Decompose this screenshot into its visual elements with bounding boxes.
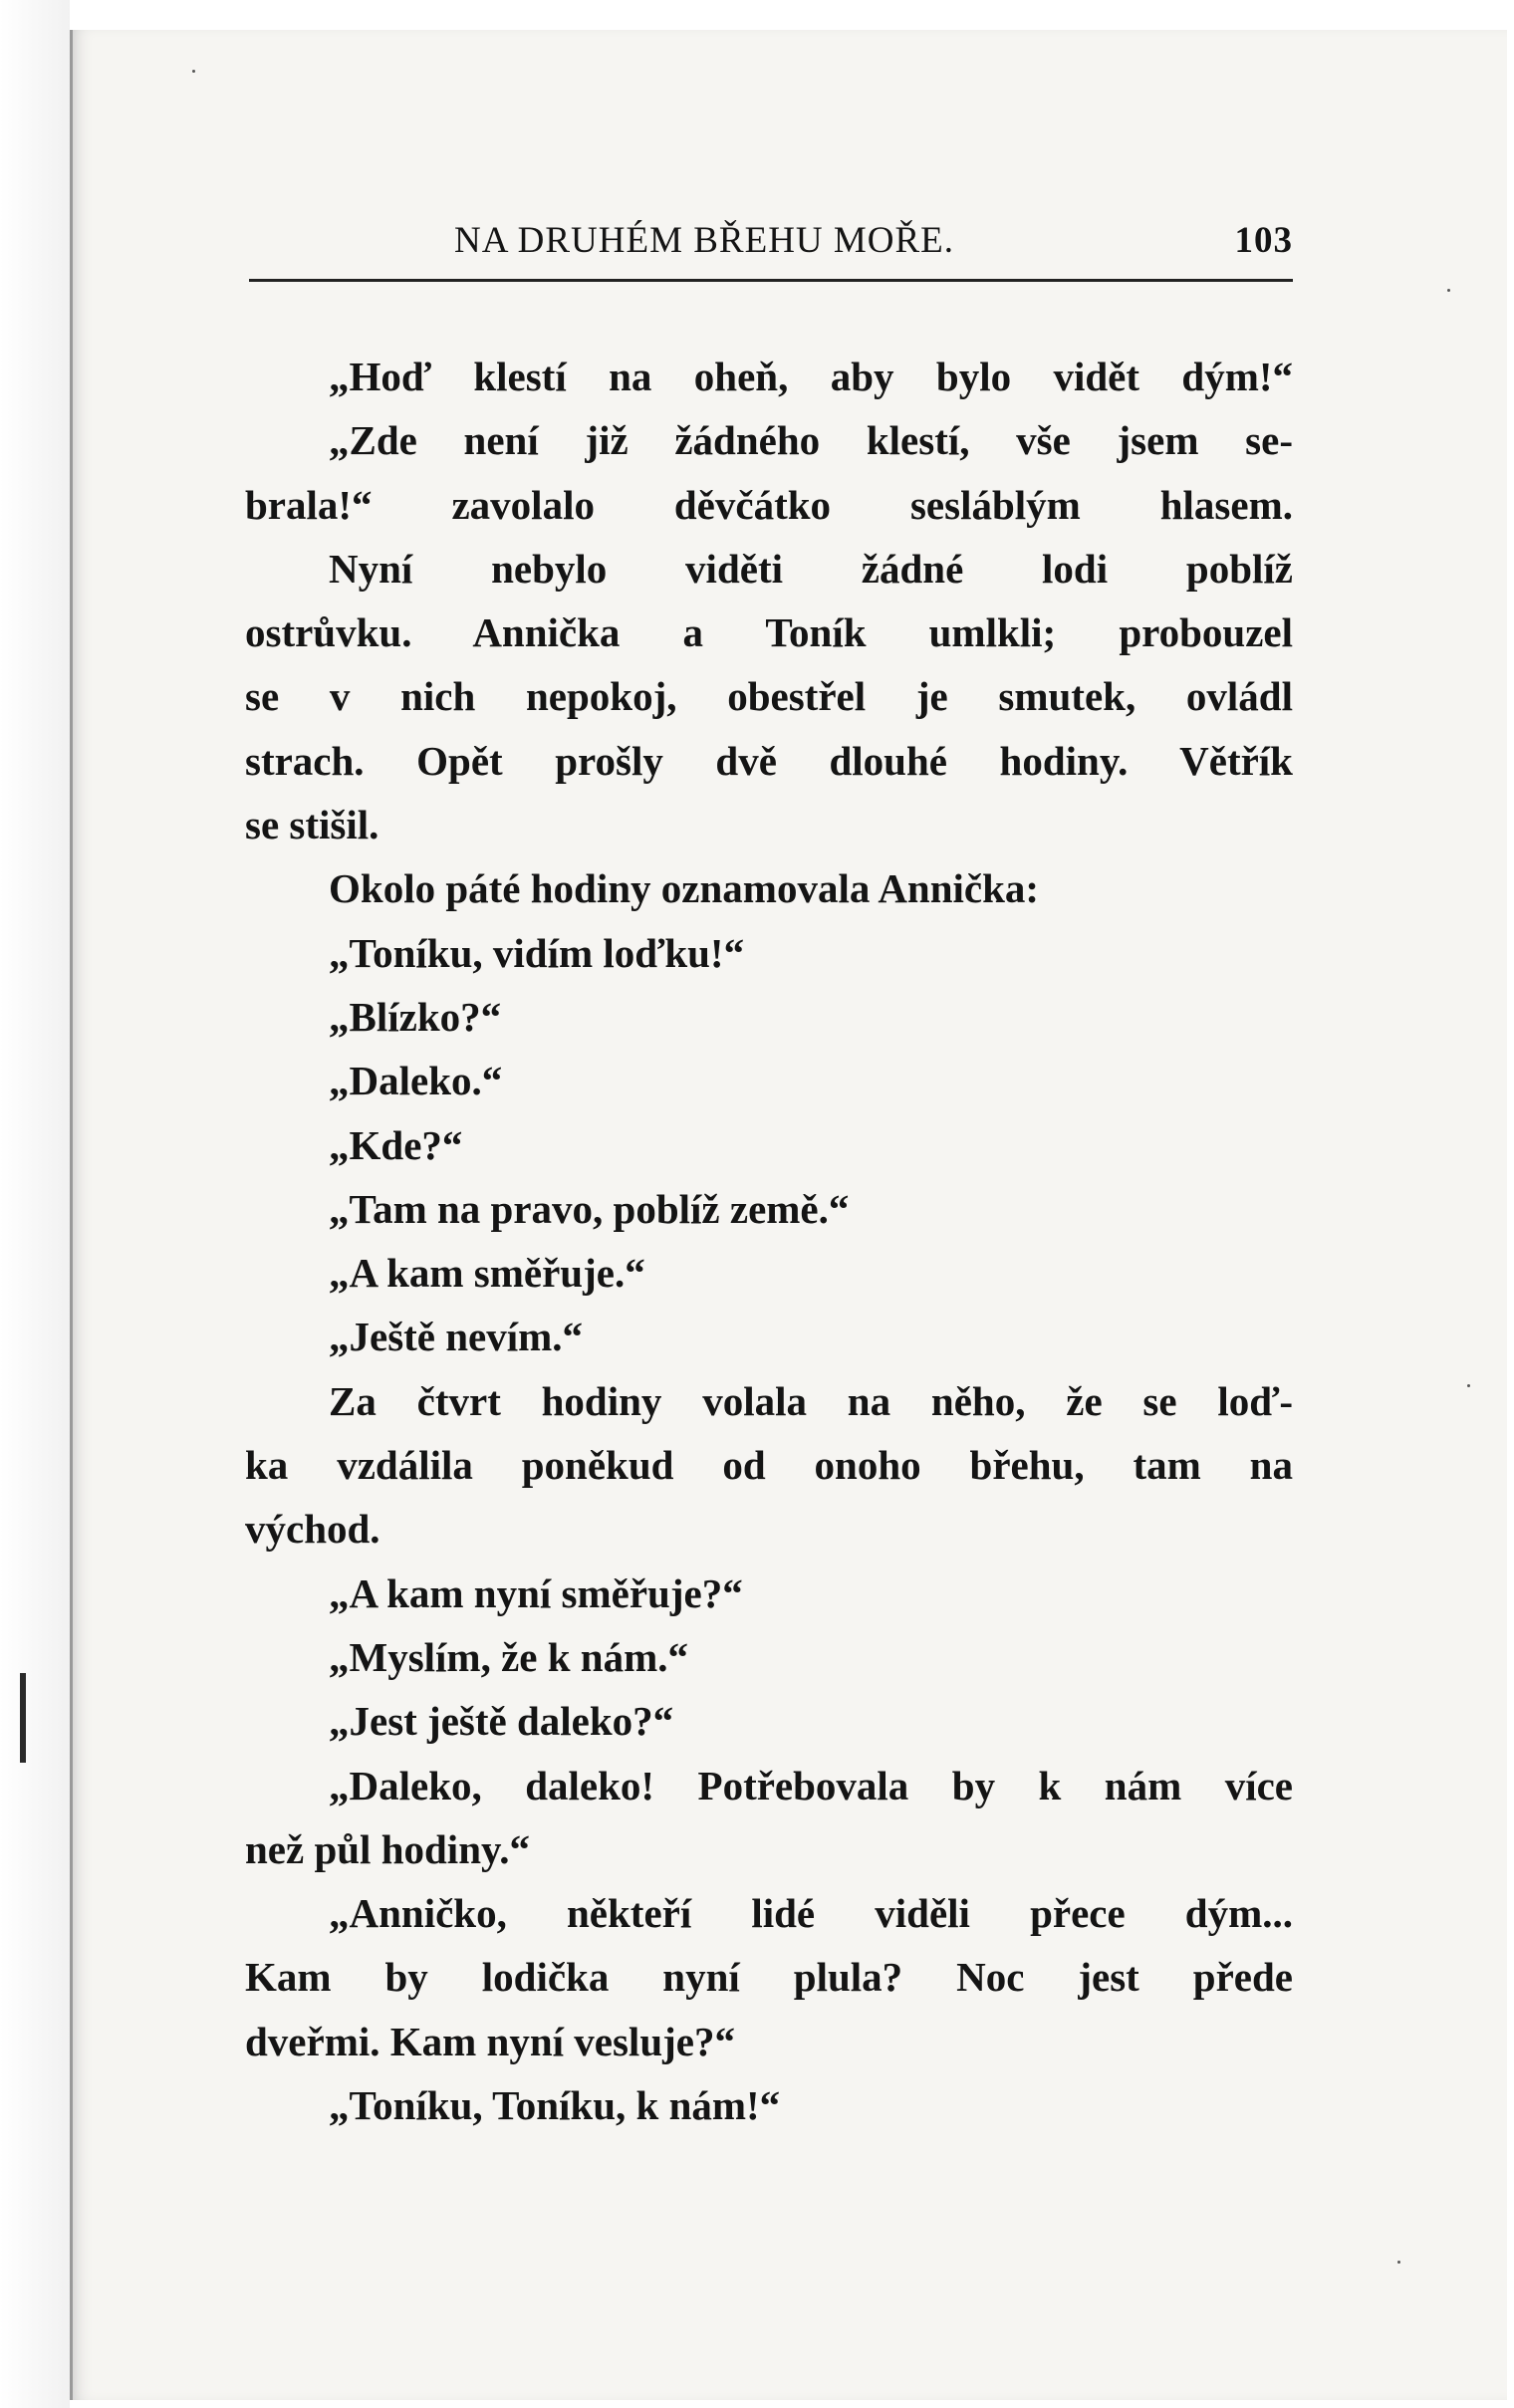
text-line: ostrůvku. Annička a Toník umlkli; probouzel <box>245 609 1293 656</box>
page-number: 103 <box>1234 220 1293 261</box>
text-line: „Kde?“ <box>329 1121 463 1168</box>
text-line: než půl hodiny.“ <box>245 1825 530 1872</box>
text-line: „Zde není již žádného klestí, vše jsem se- <box>329 417 1293 464</box>
text-line: „Hoď klestí na oheň, aby bylo vidět dým!“ <box>329 354 1293 399</box>
text-line: „A kam směřuje.“ <box>329 1250 645 1297</box>
text-line: „Ještě nevím.“ <box>329 1314 584 1360</box>
text-line: „Toníku, Toníku, k nám!“ <box>329 2082 781 2129</box>
paper-speck <box>1397 2261 1400 2264</box>
header-rule <box>249 279 1293 282</box>
body-text <box>245 345 1293 2137</box>
text-line: „Jest ještě daleko?“ <box>329 1698 674 1745</box>
text-line: strach. Opět prošly dvě dlouhé hodiny. Větřík <box>245 737 1293 784</box>
text-line: „Myslím, že k nám.“ <box>329 1633 688 1680</box>
running-title: NA DRUHÉM BŘEHU MOŘE. <box>454 220 955 261</box>
text-line: ka vzdálila poněkud od onoho břehu, tam na <box>245 1442 1293 1489</box>
text-line: „Tam na pravo, poblíž země.“ <box>329 1185 850 1232</box>
text-line: „Blízko?“ <box>329 993 502 1040</box>
text-line: „A kam nyní směřuje?“ <box>329 1569 743 1616</box>
page-gutter <box>0 0 70 2408</box>
text-line: Za čtvrt hodiny volala na něho, že se loď- <box>329 1377 1293 1424</box>
text-line: „Toníku, vidím loďku!“ <box>329 929 745 976</box>
paper-speck <box>1447 289 1450 292</box>
text-line: dveřmi. Kam nyní vesluje?“ <box>245 2018 735 2064</box>
text-line: východ. <box>245 1506 380 1553</box>
text-line: se v nich nepokoj, obestřel je smutek, ovládl <box>245 673 1293 720</box>
binding-mark <box>20 1673 26 1763</box>
running-header <box>249 219 1293 265</box>
text-line: „Daleko, daleko! Potřebovala by k nám více <box>329 1762 1293 1808</box>
text-line: Kam by lodička nyní plula? Noc jest přede <box>245 1954 1293 2001</box>
text-line: Okolo páté hodiny oznamovala Annička: <box>329 865 1040 912</box>
paper-speck <box>1467 1384 1470 1387</box>
text-line: „Anničko, někteří lidé viděli přece dým... <box>329 1890 1293 1937</box>
text-line: Nyní nebylo viděti žádné lodi poblíž <box>329 545 1293 592</box>
text-line: brala!“ zavolalo děvčátko sesláblým hlasem. <box>245 481 1293 528</box>
text-line: „Daleko.“ <box>329 1058 503 1104</box>
text-line: se stišil. <box>245 802 379 848</box>
paper-speck <box>192 70 195 73</box>
